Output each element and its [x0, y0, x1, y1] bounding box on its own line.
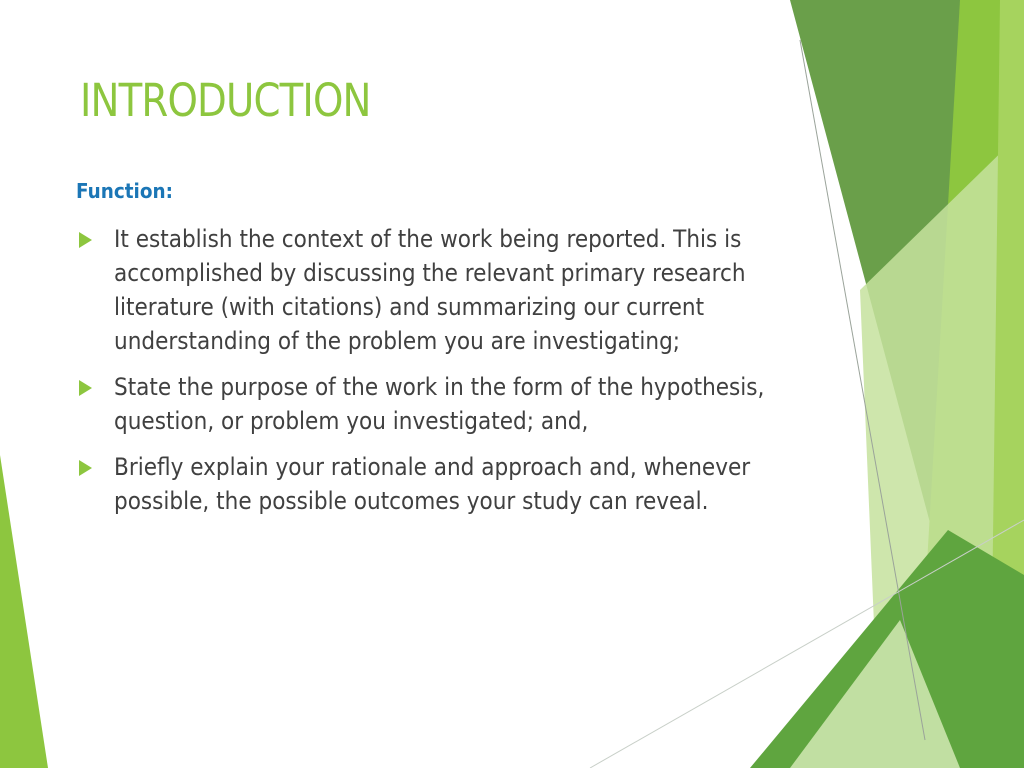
function-subheading: Function: — [76, 179, 173, 203]
arrow-right-icon — [79, 460, 92, 476]
bullet-item — [76, 450, 776, 518]
arrow-right-icon — [79, 380, 92, 396]
left-edge-green-triangle — [0, 455, 48, 768]
bullet-item — [76, 370, 776, 438]
bullet-list — [76, 222, 776, 530]
bullet-text: It establish the context of the work being reported. This is accomplished by discussing the relevant primary research literature (with citations) and summarizing our current understanding of the problem you are investigating; — [114, 225, 746, 355]
slide-title: INTRODUCTION — [80, 74, 371, 127]
bullet-item — [76, 222, 776, 358]
bullet-text: Briefly explain your rationale and approach and, whenever possible, the possible outcomes your study can reveal. — [114, 453, 751, 515]
bullet-text: State the purpose of the work in the form of the hypothesis, question, or problem you investigated; and, — [114, 373, 765, 435]
arrow-right-icon — [79, 232, 92, 248]
